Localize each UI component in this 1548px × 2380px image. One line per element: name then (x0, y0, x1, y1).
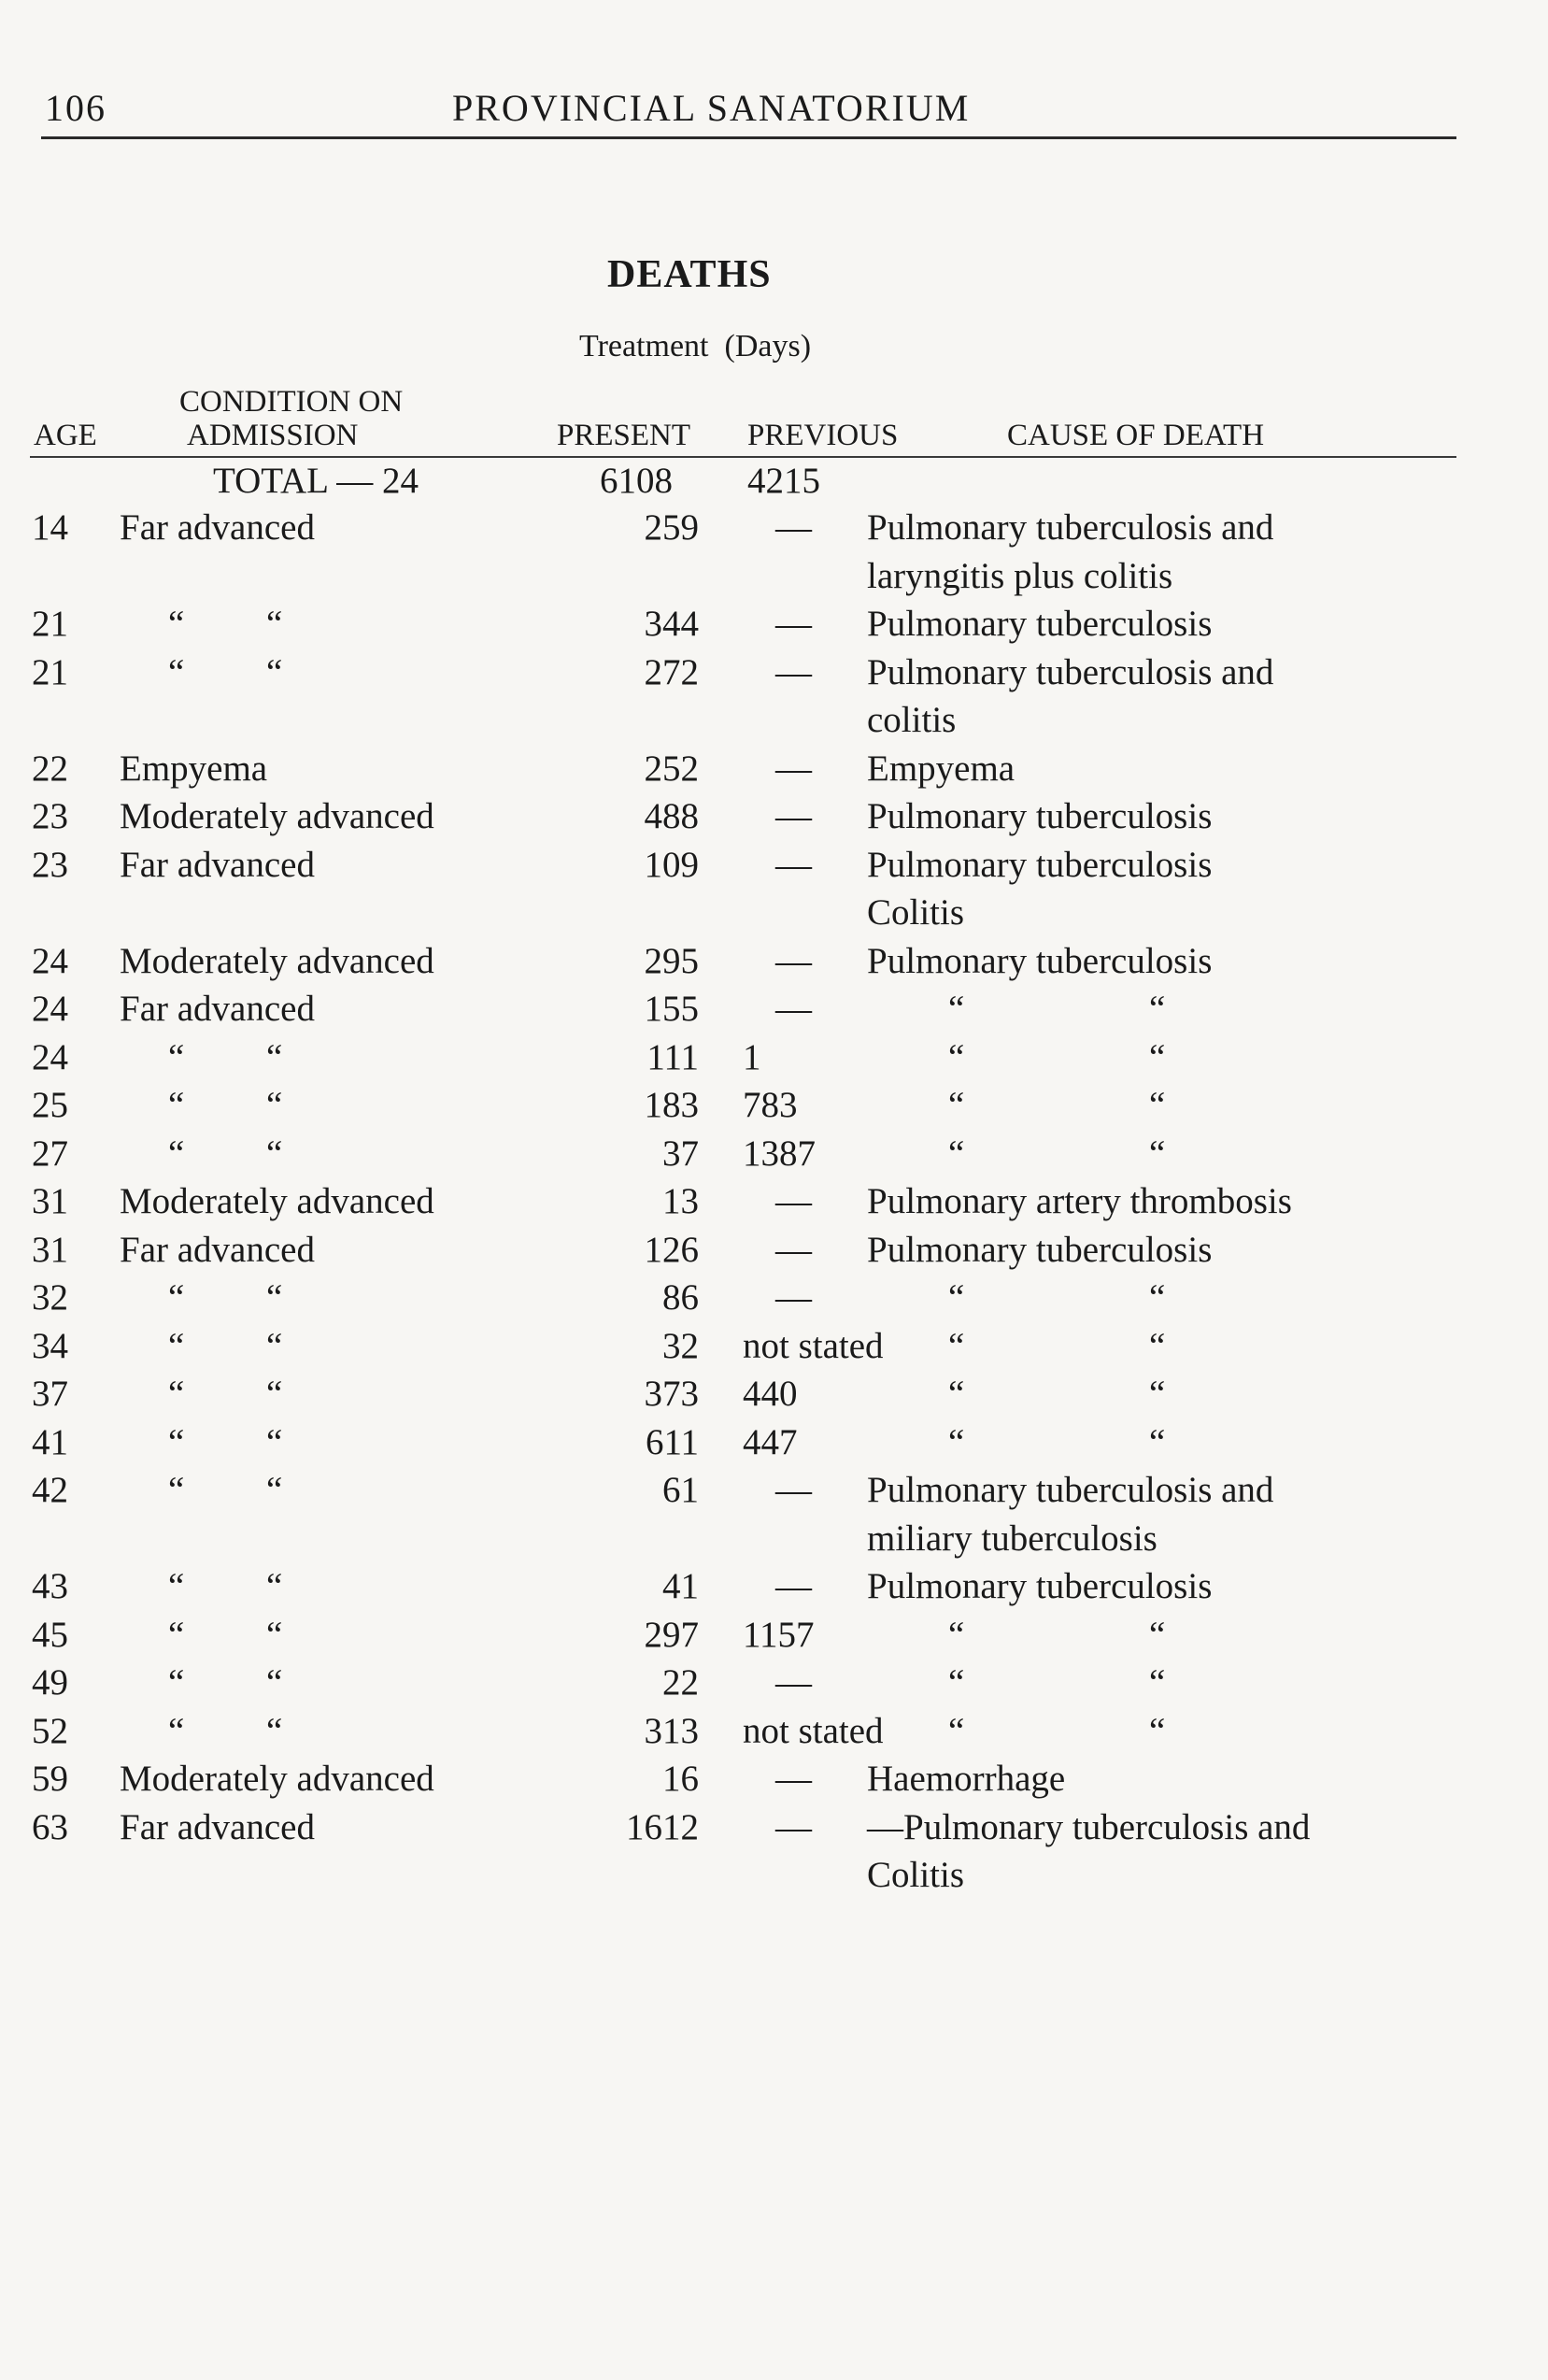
cause-ditto-mark: “ (948, 1710, 965, 1751)
cause-cell: Empyema (867, 748, 1015, 789)
condition-cell: Far advanced (120, 844, 315, 885)
age-cell: 59 (32, 1759, 68, 1799)
cause-cell: Haemorrhage (867, 1759, 1066, 1799)
present-days-cell: 313 (644, 1710, 699, 1751)
age-cell: 23 (32, 844, 68, 885)
condition-ditto-mark: “ (168, 1036, 185, 1077)
running-title: PROVINCIAL SANATORIUM (452, 87, 971, 129)
present-days-cell: 155 (644, 989, 699, 1029)
previous-days-cell: — (775, 604, 812, 644)
previous-days-cell: — (775, 1277, 812, 1318)
table-row (0, 1325, 1548, 1374)
table-row (0, 603, 1548, 651)
condition-ditto-mark: “ (266, 1133, 283, 1174)
cause-continuation: laryngitis plus colitis (867, 555, 1173, 596)
cause-cell: Pulmonary artery thrombosis (867, 1181, 1292, 1221)
age-cell: 25 (32, 1085, 68, 1125)
cause-cell: Pulmonary tuberculosis (867, 844, 1213, 885)
present-days-cell: 86 (662, 1277, 699, 1318)
cause-cell: —Pulmonary tuberculosis and (867, 1806, 1311, 1847)
condition-ditto-mark: “ (168, 1662, 185, 1703)
previous-days-cell: — (775, 1566, 812, 1606)
previous-days-cell: — (775, 940, 812, 981)
condition-ditto-mark: “ (266, 604, 283, 644)
condition-ditto-mark: “ (168, 1710, 185, 1751)
previous-days-cell: 783 (743, 1085, 798, 1125)
present-days-cell: 16 (662, 1759, 699, 1799)
cause-ditto-mark: “ (948, 1133, 965, 1174)
previous-days-cell: — (775, 844, 812, 885)
previous-days-cell: not stated (743, 1710, 884, 1751)
cause-ditto-mark: “ (1149, 1277, 1166, 1318)
present-days-cell: 1612 (626, 1806, 699, 1847)
cause-ditto-mark: “ (1149, 1085, 1166, 1125)
age-cell: 24 (32, 940, 68, 981)
previous-days-cell: — (775, 1806, 812, 1847)
previous-days-cell: — (775, 1470, 812, 1510)
age-cell: 24 (32, 989, 68, 1029)
condition-cell: Moderately advanced (120, 1759, 434, 1799)
cause-cell: Pulmonary tuberculosis (867, 940, 1213, 981)
condition-cell: Moderately advanced (120, 1181, 434, 1221)
cause-ditto-mark: “ (1149, 1421, 1166, 1462)
present-days-cell: 259 (644, 507, 699, 548)
previous-days-cell: — (775, 989, 812, 1029)
col-header-condition-1: CONDITION ON (179, 385, 404, 419)
cause-cell: Pulmonary tuberculosis (867, 604, 1213, 644)
age-cell: 31 (32, 1181, 68, 1221)
condition-ditto-mark: “ (168, 1325, 185, 1366)
cause-continuation: colitis (867, 700, 957, 740)
table-row (0, 844, 1548, 892)
age-cell: 37 (32, 1374, 68, 1414)
table-row (0, 1806, 1548, 1855)
table-row (0, 1133, 1548, 1181)
present-days-cell: 252 (644, 748, 699, 789)
cause-cell: Pulmonary tuberculosis (867, 1229, 1213, 1270)
cause-cell: Pulmonary tuberculosis (867, 796, 1213, 836)
cause-ditto-mark: “ (948, 1662, 965, 1703)
cause-ditto-mark: “ (948, 1374, 965, 1414)
table-row (0, 1036, 1548, 1085)
previous-days-cell: not stated (743, 1325, 884, 1366)
col-header-present: PRESENT (557, 419, 691, 452)
cause-continuation: Colitis (867, 892, 965, 933)
previous-days-cell: — (775, 651, 812, 692)
present-days-cell: 295 (644, 940, 699, 981)
age-cell: 23 (32, 796, 68, 836)
cause-ditto-mark: “ (1149, 1710, 1166, 1751)
table-row (0, 795, 1548, 844)
age-cell: 42 (32, 1470, 68, 1510)
table-row (0, 988, 1548, 1036)
condition-cell: Far advanced (120, 507, 315, 548)
col-header-cause: CAUSE OF DEATH (1007, 419, 1265, 452)
age-cell: 14 (32, 507, 68, 548)
condition-cell: Empyema (120, 748, 268, 789)
table-row (0, 1758, 1548, 1806)
condition-ditto-mark: “ (266, 1662, 283, 1703)
cause-cell: Pulmonary tuberculosis and (867, 1470, 1274, 1510)
subheading: Treatment (Days) (579, 329, 812, 363)
condition-ditto-mark: “ (266, 1614, 283, 1655)
present-days-cell: 13 (662, 1181, 699, 1221)
condition-ditto-mark: “ (168, 604, 185, 644)
cause-ditto-mark: “ (948, 989, 965, 1029)
condition-ditto-mark: “ (266, 1277, 283, 1318)
cause-continuation: miliary tuberculosis (867, 1518, 1157, 1559)
cause-ditto-mark: “ (1149, 1614, 1166, 1655)
cause-ditto-mark: “ (948, 1277, 965, 1318)
condition-ditto-mark: “ (168, 1277, 185, 1318)
condition-ditto-mark: “ (266, 1470, 283, 1510)
age-cell: 24 (32, 1036, 68, 1077)
section-title: DEATHS (607, 253, 772, 296)
col-header-condition-2: ADMISSION (187, 419, 359, 452)
condition-ditto-mark: “ (266, 1325, 283, 1366)
cause-ditto-mark: “ (1149, 1374, 1166, 1414)
previous-days-cell: — (775, 1181, 812, 1221)
cause-ditto-mark: “ (948, 1085, 965, 1125)
table-row (0, 1469, 1548, 1518)
age-cell: 52 (32, 1710, 68, 1751)
present-days-cell: 37 (662, 1133, 699, 1174)
previous-days-cell: — (775, 507, 812, 548)
previous-days-cell: 1 (743, 1036, 761, 1077)
age-cell: 21 (32, 651, 68, 692)
page-number: 106 (45, 87, 107, 129)
total-previous: 4215 (747, 461, 820, 501)
table-row (0, 1421, 1548, 1470)
header-rule (41, 136, 1456, 139)
cause-ditto-mark: “ (948, 1614, 965, 1655)
condition-cell: Moderately advanced (120, 796, 434, 836)
age-cell: 45 (32, 1614, 68, 1655)
present-days-cell: 183 (644, 1085, 699, 1125)
col-header-previous: PREVIOUS (747, 419, 899, 452)
condition-ditto-mark: “ (168, 1421, 185, 1462)
table-row (0, 1614, 1548, 1662)
condition-ditto-mark: “ (266, 651, 283, 692)
cause-ditto-mark: “ (1149, 989, 1166, 1029)
present-days-cell: 22 (662, 1662, 699, 1703)
cause-cell: Pulmonary tuberculosis and (867, 651, 1274, 692)
condition-ditto-mark: “ (266, 1421, 283, 1462)
cause-ditto-mark: “ (1149, 1133, 1166, 1174)
table-row (0, 1710, 1548, 1759)
cause-ditto-mark: “ (1149, 1325, 1166, 1366)
age-cell: 49 (32, 1662, 68, 1703)
condition-ditto-mark: “ (266, 1710, 283, 1751)
age-cell: 63 (32, 1806, 68, 1847)
previous-days-cell: 447 (743, 1421, 798, 1462)
previous-days-cell: — (775, 1759, 812, 1799)
previous-days-cell: — (775, 1662, 812, 1703)
previous-days-cell: 440 (743, 1374, 798, 1414)
condition-ditto-mark: “ (266, 1085, 283, 1125)
present-days-cell: 126 (644, 1229, 699, 1270)
cause-ditto-mark: “ (948, 1325, 965, 1366)
col-header-age: AGE (34, 419, 97, 452)
table-row (0, 1565, 1548, 1614)
condition-ditto-mark: “ (168, 1614, 185, 1655)
condition-ditto-mark: “ (168, 1470, 185, 1510)
condition-cell: Far advanced (120, 989, 315, 1029)
table-row (0, 1180, 1548, 1229)
table-row (0, 1661, 1548, 1710)
condition-cell: Moderately advanced (120, 940, 434, 981)
cause-continuation: Colitis (867, 1855, 965, 1895)
cause-ditto-mark: “ (948, 1421, 965, 1462)
table-row (0, 651, 1548, 700)
table-row (0, 1276, 1548, 1325)
previous-days-cell: — (775, 748, 812, 789)
condition-ditto-mark: “ (266, 1374, 283, 1414)
age-cell: 31 (32, 1229, 68, 1270)
present-days-cell: 109 (644, 844, 699, 885)
condition-ditto-mark: “ (168, 1133, 185, 1174)
column-header-rule (30, 456, 1456, 458)
cause-ditto-mark: “ (1149, 1662, 1166, 1703)
condition-cell: Far advanced (120, 1229, 315, 1270)
age-cell: 22 (32, 748, 68, 789)
cause-ditto-mark: “ (948, 1036, 965, 1077)
previous-days-cell: 1387 (743, 1133, 816, 1174)
present-days-cell: 488 (644, 796, 699, 836)
present-days-cell: 61 (662, 1470, 699, 1510)
present-days-cell: 611 (645, 1421, 699, 1462)
total-present: 6108 (600, 461, 673, 501)
condition-ditto-mark: “ (266, 1566, 283, 1606)
present-days-cell: 111 (646, 1036, 699, 1077)
condition-ditto-mark: “ (168, 1085, 185, 1125)
previous-days-cell: — (775, 796, 812, 836)
table-row (0, 506, 1548, 555)
present-days-cell: 32 (662, 1325, 699, 1366)
age-cell: 27 (32, 1133, 68, 1174)
present-days-cell: 373 (644, 1374, 699, 1414)
condition-ditto-mark: “ (266, 1036, 283, 1077)
table-row (0, 1373, 1548, 1421)
age-cell: 41 (32, 1421, 68, 1462)
present-days-cell: 41 (662, 1566, 699, 1606)
condition-cell: Far advanced (120, 1806, 315, 1847)
previous-days-cell: — (775, 1229, 812, 1270)
condition-ditto-mark: “ (168, 1374, 185, 1414)
table-row (0, 1084, 1548, 1133)
age-cell: 34 (32, 1325, 68, 1366)
previous-days-cell: 1157 (743, 1614, 815, 1655)
total-label: TOTAL — 24 (213, 461, 419, 501)
age-cell: 43 (32, 1566, 68, 1606)
condition-ditto-mark: “ (168, 1566, 185, 1606)
condition-ditto-mark: “ (168, 651, 185, 692)
age-cell: 21 (32, 604, 68, 644)
present-days-cell: 344 (644, 604, 699, 644)
present-days-cell: 272 (644, 651, 699, 692)
table-row (0, 748, 1548, 796)
cause-cell: Pulmonary tuberculosis (867, 1566, 1213, 1606)
table-row (0, 1229, 1548, 1277)
cause-ditto-mark: “ (1149, 1036, 1166, 1077)
table-row (0, 940, 1548, 989)
present-days-cell: 297 (644, 1614, 699, 1655)
age-cell: 32 (32, 1277, 68, 1318)
cause-cell: Pulmonary tuberculosis and (867, 507, 1274, 548)
